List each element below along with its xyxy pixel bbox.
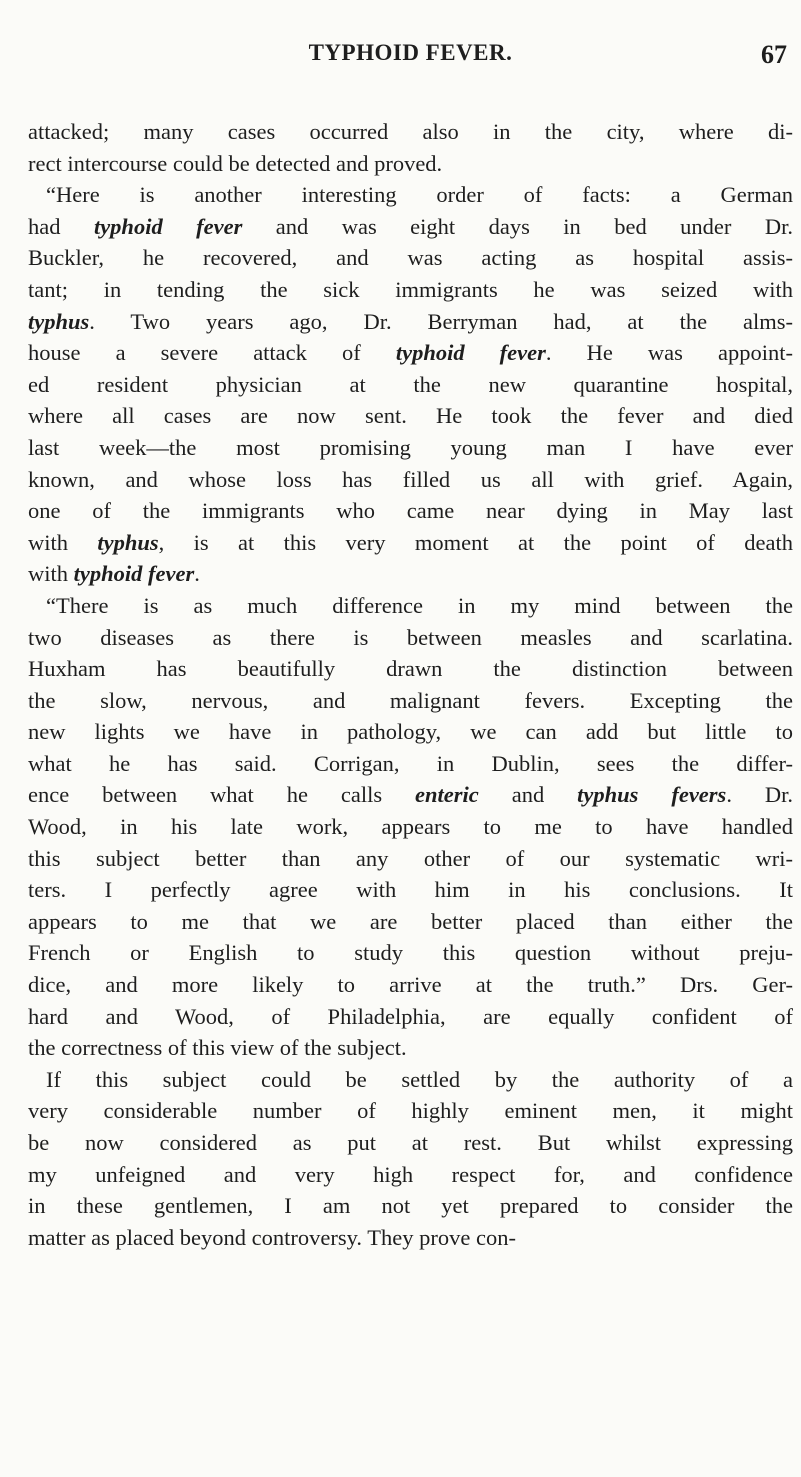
text-line: tant; in tending the sick immigrants he was seized with — [28, 276, 793, 302]
text-line: “Here is another interesting order of facts: a German — [46, 182, 793, 208]
text-line: with typhoid fever. — [28, 561, 200, 587]
text-line: ence between what he calls enteric and typhus fevers. Dr. — [28, 782, 793, 808]
text-line: Buckler, he recovered, and was acting as hospital assis- — [28, 245, 793, 271]
text-line: matter as placed beyond controversy. They prove con- — [28, 1224, 516, 1250]
text-line: what he has said. Corrigan, in Dublin, sees the differ- — [28, 750, 793, 776]
text-line: hard and Wood, of Philadelphia, are equally confident of — [28, 1003, 793, 1029]
text-line: this subject better than any other of our systematic wri- — [28, 845, 793, 871]
text-line: two diseases as there is between measles and scarlatina. — [28, 624, 793, 650]
text-line: had typhoid fever and was eight days in bed under Dr. — [28, 213, 793, 239]
text-line: my unfeigned and very high respect for, and confidence — [28, 1161, 793, 1187]
text-line: the slow, nervous, and malignant fevers. Excepting the — [28, 687, 793, 713]
text-line: ed resident physician at the new quarantine hospital, — [28, 371, 793, 397]
text-line: new lights we have in pathology, we can add but little to — [28, 719, 793, 745]
running-title: TYPHOID FEVER. — [308, 40, 513, 65]
text-line: attacked; many cases occurred also in the city, where di- — [28, 119, 793, 144]
body-text — [28, 116, 793, 1253]
text-line: where all cases are now sent. He took the fever and died — [28, 403, 793, 429]
text-line: the correctness of this view of the subject. — [28, 1035, 407, 1061]
text-line: typhus. Two years ago, Dr. Berryman had, at the alms- — [28, 308, 793, 334]
text-line: ters. I perfectly agree with him in his conclusions. It — [28, 877, 793, 903]
text-line: last week—the most promising young man I have ever — [28, 434, 793, 460]
text-line: house a severe attack of typhoid fever. He was appoint- — [28, 340, 793, 366]
text-line: one of the immigrants who came near dying in May last — [28, 498, 793, 524]
text-line: be now considered as put at rest. But whilst expressing — [28, 1130, 793, 1155]
text-line: rect intercourse could be detected and proved. — [28, 150, 443, 176]
text-line: Wood, in his late work, appears to me to have handled — [28, 814, 793, 840]
text-line: known, and whose loss has filled us all with grief. Again, — [28, 466, 793, 492]
text-line: in these gentlemen, I am not yet prepared to consider the — [28, 1193, 793, 1219]
text-line: “There is as much difference in my mind between the — [46, 592, 793, 618]
text-line: French or English to study this question without preju- — [28, 940, 793, 966]
text-line: dice, and more likely to arrive at the truth.” Drs. Ger- — [28, 972, 793, 998]
text-line: appears to me that we are better placed than either the — [28, 908, 793, 934]
page-number: 67 — [761, 40, 787, 69]
book-page — [28, 40, 793, 1253]
text-line: Huxham has beautifully drawn the distinction between — [28, 656, 793, 682]
text-line: very considerable number of highly eminent men, it might — [28, 1098, 793, 1124]
text-line: with typhus, is at this very moment at the point of death — [28, 529, 793, 555]
text-line: If this subject could be settled by the authority of a — [46, 1066, 793, 1092]
running-head — [28, 40, 793, 80]
